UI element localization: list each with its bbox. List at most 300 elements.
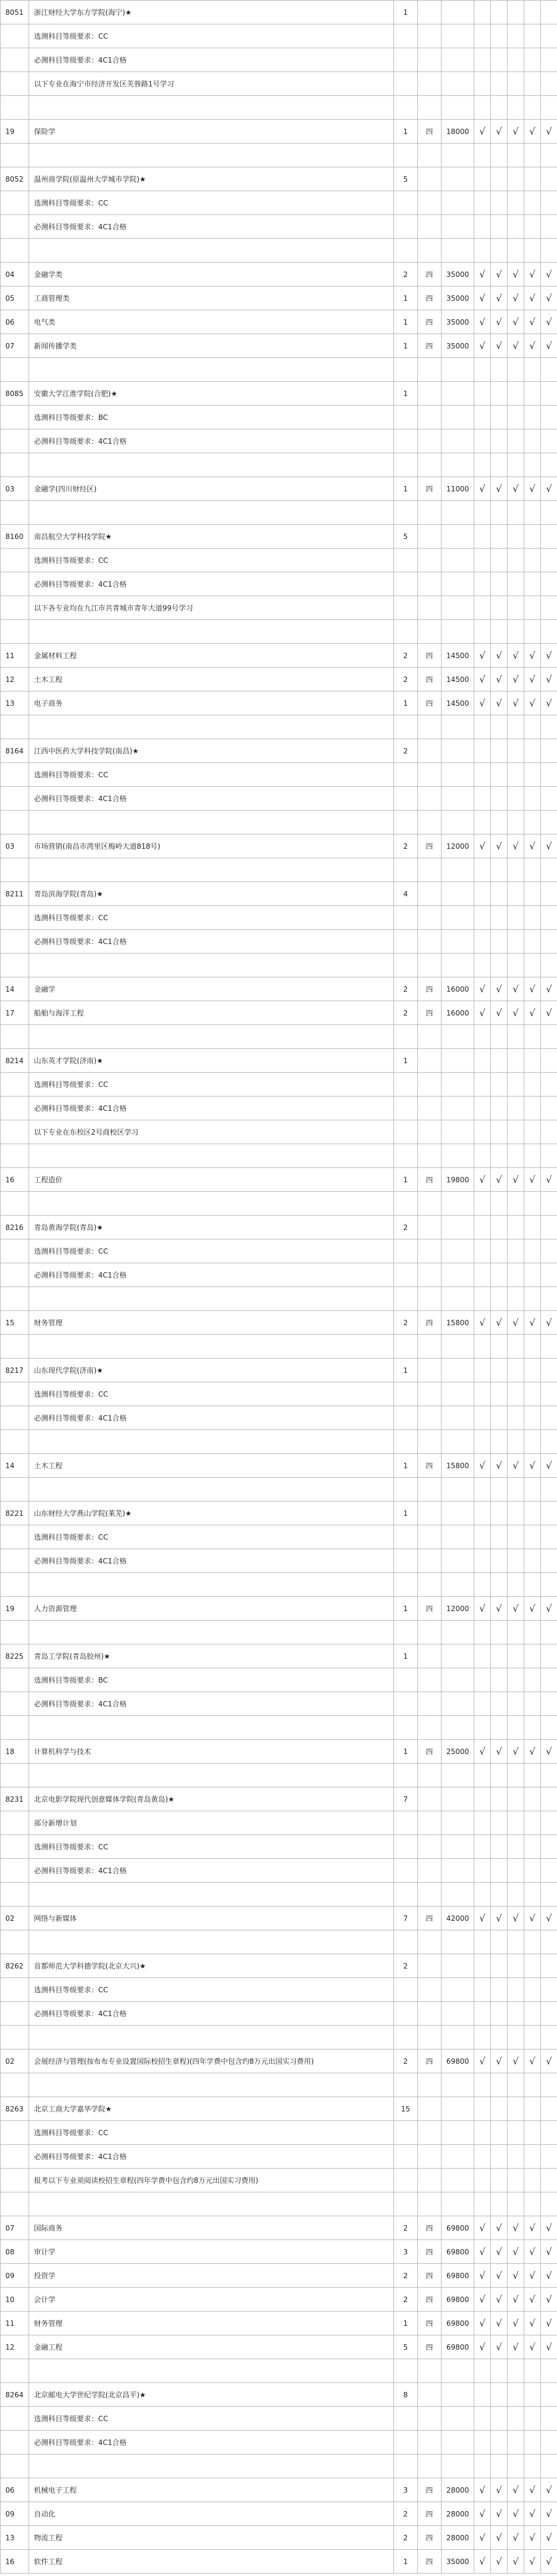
check-mark-icon: √ [479, 1316, 486, 1328]
tuition-cell [442, 406, 474, 429]
duration-cell [418, 1073, 442, 1097]
eligibility-cell [541, 48, 557, 72]
tuition-cell: 25000 [442, 1740, 474, 1764]
eligibility-cell [491, 1478, 508, 1502]
eligibility-cell [508, 1716, 524, 1740]
eligibility-cell [491, 1382, 508, 1406]
name-cell: 选测科目等级要求：BC [29, 406, 394, 429]
tuition-cell [442, 2145, 474, 2169]
eligibility-cell [474, 358, 491, 382]
name-cell: 选测科目等级要求：CC [29, 1382, 394, 1406]
duration-cell: 四 [418, 2335, 442, 2359]
table-row [1, 2478, 557, 2502]
tuition-cell [442, 1525, 474, 1549]
check-mark-icon: √ [479, 1459, 486, 1471]
check-mark-icon: √ [546, 1602, 552, 1614]
name-cell [29, 1930, 394, 1954]
eligibility-cell [474, 1835, 491, 1859]
table-row [1, 1954, 557, 1978]
eligibility-cell [524, 668, 541, 691]
eligibility-cell [508, 572, 524, 596]
duration-cell: 四 [418, 2502, 442, 2526]
check-mark-icon: √ [496, 125, 502, 137]
eligibility-cell [491, 2431, 508, 2454]
tuition-cell: 28000 [442, 2502, 474, 2526]
code-cell [1, 1668, 29, 1692]
check-mark-icon: √ [496, 2341, 502, 2353]
code-cell: 8085 [1, 382, 29, 406]
plan-count-cell [394, 1382, 418, 1406]
eligibility-cell [508, 2454, 524, 2478]
eligibility-cell [508, 1359, 524, 1382]
eligibility-cell [491, 239, 508, 263]
eligibility-cell [491, 215, 508, 239]
eligibility-cell [491, 2407, 508, 2431]
tuition-cell [442, 2097, 474, 2121]
eligibility-cell [524, 1430, 541, 1454]
tuition-cell [442, 215, 474, 239]
eligibility-cell [491, 1668, 508, 1692]
eligibility-cell [541, 406, 557, 429]
code-cell [1, 24, 29, 48]
duration-cell [418, 763, 442, 787]
code-cell: 8052 [1, 167, 29, 191]
code-cell [1, 1335, 29, 1359]
duration-cell: 四 [418, 2312, 442, 2335]
eligibility-cell [524, 1525, 541, 1549]
table-row [1, 1692, 557, 1716]
plan-count-cell [394, 1573, 418, 1597]
duration-cell [418, 2121, 442, 2145]
eligibility-cell [508, 596, 524, 620]
duration-cell: 四 [418, 1454, 442, 1478]
name-cell [29, 2073, 394, 2097]
eligibility-cell [474, 1192, 491, 1216]
tuition-cell [442, 930, 474, 954]
check-mark-icon: √ [529, 2484, 536, 2496]
plan-count-cell: 2 [394, 644, 418, 668]
code-cell [1, 715, 29, 739]
eligibility-cell [491, 1216, 508, 1239]
check-mark-icon: √ [546, 268, 552, 280]
plan-count-cell: 2 [394, 2526, 418, 2550]
table-row [1, 263, 557, 286]
check-mark-icon: √ [496, 2055, 502, 2067]
eligibility-cell [508, 2359, 524, 2383]
check-mark-icon: √ [546, 2055, 552, 2067]
eligibility-cell [474, 120, 491, 144]
tuition-cell: 18000 [442, 120, 474, 144]
table-row [1, 954, 557, 977]
table-row [1, 739, 557, 763]
table-row [1, 1549, 557, 1573]
eligibility-cell [474, 596, 491, 620]
name-cell: 新闻传播学类 [29, 334, 394, 358]
eligibility-cell [524, 406, 541, 429]
eligibility-cell [474, 2312, 491, 2335]
tuition-cell [442, 1239, 474, 1263]
code-cell: 04 [1, 263, 29, 286]
plan-count-cell: 2 [394, 1216, 418, 1239]
tuition-cell [442, 1430, 474, 1454]
eligibility-cell [541, 1001, 557, 1025]
code-cell [1, 1692, 29, 1716]
duration-cell: 四 [418, 644, 442, 668]
check-mark-icon: √ [529, 292, 536, 304]
eligibility-cell [474, 1359, 491, 1382]
table-row [1, 2502, 557, 2526]
name-cell: 会计学 [29, 2288, 394, 2312]
table-row [1, 1311, 557, 1335]
tuition-cell: 69800 [442, 2240, 474, 2264]
duration-cell: 四 [418, 1740, 442, 1764]
eligibility-cell [474, 1097, 491, 1120]
duration-cell [418, 1502, 442, 1525]
eligibility-cell [524, 429, 541, 453]
code-cell [1, 1549, 29, 1573]
table-row [1, 2359, 557, 2383]
eligibility-cell [508, 1287, 524, 1311]
plan-count-cell [394, 1120, 418, 1144]
plan-count-cell [394, 1859, 418, 1883]
eligibility-cell [541, 1144, 557, 1168]
eligibility-cell [474, 406, 491, 429]
table-row [1, 1335, 557, 1359]
eligibility-cell [474, 1430, 491, 1454]
check-mark-icon: √ [546, 339, 552, 351]
duration-cell [418, 48, 442, 72]
eligibility-cell [491, 691, 508, 715]
eligibility-cell [508, 382, 524, 406]
plan-count-cell [394, 906, 418, 930]
duration-cell [418, 1192, 442, 1216]
eligibility-cell [524, 2073, 541, 2097]
code-cell: 19 [1, 1597, 29, 1621]
check-mark-icon: √ [546, 983, 552, 995]
eligibility-cell [474, 1216, 491, 1239]
tuition-cell: 12000 [442, 1597, 474, 1621]
table-row [1, 1287, 557, 1311]
check-mark-icon: √ [479, 2269, 486, 2281]
check-mark-icon: √ [529, 697, 536, 709]
plan-count-cell [394, 1549, 418, 1573]
eligibility-cell [491, 1692, 508, 1716]
tuition-cell [442, 48, 474, 72]
plan-count-cell [394, 1073, 418, 1097]
table-row [1, 2026, 557, 2049]
plan-count-cell [394, 2431, 418, 2454]
eligibility-cell [524, 1192, 541, 1216]
check-mark-icon: √ [479, 482, 486, 494]
eligibility-cell [508, 2192, 524, 2216]
eligibility-cell [541, 739, 557, 763]
check-mark-icon: √ [479, 1007, 486, 1018]
tuition-cell [442, 715, 474, 739]
plan-count-cell [394, 620, 418, 644]
duration-cell [418, 787, 442, 811]
check-mark-icon: √ [546, 2222, 552, 2234]
eligibility-cell [491, 1192, 508, 1216]
eligibility-cell [491, 1835, 508, 1859]
tuition-cell [442, 1359, 474, 1382]
eligibility-cell [524, 1811, 541, 1835]
duration-cell [418, 2145, 442, 2169]
eligibility-cell [524, 620, 541, 644]
name-cell: 必测科目等级要求：4C1合格 [29, 429, 394, 453]
tuition-cell [442, 167, 474, 191]
eligibility-cell [491, 1597, 508, 1621]
eligibility-cell [474, 644, 491, 668]
eligibility-cell [524, 2502, 541, 2526]
check-mark-icon: √ [529, 2508, 536, 2519]
eligibility-cell [541, 24, 557, 48]
eligibility-cell [491, 310, 508, 334]
eligibility-cell [541, 1573, 557, 1597]
tuition-cell [442, 2383, 474, 2407]
eligibility-cell [524, 263, 541, 286]
eligibility-cell [508, 525, 524, 549]
eligibility-cell [491, 2359, 508, 2383]
code-cell [1, 1764, 29, 1787]
eligibility-cell [491, 763, 508, 787]
table-row [1, 1001, 557, 1025]
eligibility-cell [508, 1740, 524, 1764]
duration-cell [418, 1097, 442, 1120]
tuition-cell [442, 525, 474, 549]
tuition-cell: 11000 [442, 477, 474, 501]
code-cell [1, 2026, 29, 2049]
name-cell: 山东现代学院(济南)★ [29, 1359, 394, 1382]
code-cell [1, 1144, 29, 1168]
name-cell: 国际商务 [29, 2216, 394, 2240]
duration-cell [418, 954, 442, 977]
check-mark-icon: √ [512, 2555, 519, 2567]
eligibility-cell [541, 1454, 557, 1478]
eligibility-cell [524, 1454, 541, 1478]
eligibility-cell [524, 787, 541, 811]
duration-cell: 四 [418, 1311, 442, 1335]
tuition-cell [442, 1406, 474, 1430]
duration-cell [418, 2454, 442, 2478]
plan-count-cell: 1 [394, 477, 418, 501]
eligibility-cell [541, 1621, 557, 1644]
duration-cell [418, 1549, 442, 1573]
check-mark-icon: √ [479, 316, 486, 328]
duration-cell: 四 [418, 334, 442, 358]
check-mark-icon: √ [546, 649, 552, 661]
table-row [1, 2169, 557, 2192]
check-mark-icon: √ [546, 1459, 552, 1471]
eligibility-cell [541, 549, 557, 572]
code-cell [1, 763, 29, 787]
eligibility-cell [474, 2383, 491, 2407]
check-mark-icon: √ [479, 1745, 486, 1757]
check-mark-icon: √ [479, 673, 486, 685]
eligibility-cell [524, 310, 541, 334]
eligibility-cell [524, 2359, 541, 2383]
eligibility-cell [541, 882, 557, 906]
table-row [1, 1359, 557, 1382]
check-mark-icon: √ [512, 983, 519, 995]
eligibility-cell [474, 1930, 491, 1954]
eligibility-cell [524, 2431, 541, 2454]
code-cell [1, 2169, 29, 2192]
eligibility-cell [508, 1502, 524, 1525]
table-row [1, 596, 557, 620]
table-row [1, 1454, 557, 1478]
eligibility-cell [541, 2526, 557, 2550]
eligibility-cell [508, 1954, 524, 1978]
tuition-cell [442, 382, 474, 406]
eligibility-cell [541, 1835, 557, 1859]
eligibility-cell [524, 2002, 541, 2026]
eligibility-cell [491, 1049, 508, 1073]
eligibility-cell [491, 1287, 508, 1311]
tuition-cell [442, 72, 474, 96]
eligibility-cell [541, 644, 557, 668]
eligibility-cell [524, 1954, 541, 1978]
check-mark-icon: √ [496, 2222, 502, 2234]
eligibility-cell [524, 2335, 541, 2359]
eligibility-cell [524, 1073, 541, 1097]
eligibility-cell [541, 1192, 557, 1216]
plan-count-cell [394, 191, 418, 215]
plan-count-cell [394, 144, 418, 167]
tuition-cell [442, 1883, 474, 1907]
eligibility-cell [508, 691, 524, 715]
duration-cell: 四 [418, 477, 442, 501]
plan-count-cell [394, 930, 418, 954]
eligibility-cell [524, 1, 541, 24]
plan-count-cell [394, 1097, 418, 1120]
tuition-cell [442, 739, 474, 763]
eligibility-cell [491, 644, 508, 668]
tuition-cell [442, 1668, 474, 1692]
name-cell: 必测科目等级要求：4C1合格 [29, 1692, 394, 1716]
eligibility-cell [524, 1478, 541, 1502]
eligibility-cell [474, 1168, 491, 1192]
eligibility-cell [541, 2145, 557, 2169]
eligibility-cell [541, 1335, 557, 1359]
code-cell: 02 [1, 1907, 29, 1930]
eligibility-cell [541, 144, 557, 167]
eligibility-cell [508, 1311, 524, 1335]
eligibility-cell [541, 1954, 557, 1978]
tuition-cell: 16000 [442, 1001, 474, 1025]
eligibility-cell [508, 1692, 524, 1716]
check-mark-icon: √ [512, 2269, 519, 2281]
eligibility-cell [541, 763, 557, 787]
plan-count-cell [394, 1263, 418, 1287]
code-cell: 06 [1, 2478, 29, 2502]
code-cell [1, 406, 29, 429]
duration-cell [418, 1692, 442, 1716]
code-cell: 15 [1, 1311, 29, 1335]
tuition-cell [442, 1097, 474, 1120]
eligibility-cell [524, 2049, 541, 2073]
tuition-cell [442, 429, 474, 453]
duration-cell [418, 1644, 442, 1668]
plan-count-cell: 5 [394, 525, 418, 549]
check-mark-icon: √ [479, 2222, 486, 2234]
duration-cell [418, 167, 442, 191]
table-row [1, 144, 557, 167]
eligibility-cell [491, 1573, 508, 1597]
duration-cell: 四 [418, 668, 442, 691]
plan-count-cell [394, 429, 418, 453]
eligibility-cell [541, 2216, 557, 2240]
duration-cell [418, 2431, 442, 2454]
eligibility-cell [524, 72, 541, 96]
duration-cell [418, 2359, 442, 2383]
plan-count-cell: 1 [394, 334, 418, 358]
eligibility-cell [474, 1144, 491, 1168]
eligibility-cell [474, 2478, 491, 2502]
eligibility-cell [524, 954, 541, 977]
check-mark-icon: √ [529, 1602, 536, 1614]
code-cell: 03 [1, 834, 29, 858]
tuition-cell [442, 1049, 474, 1073]
duration-cell [418, 1716, 442, 1740]
eligibility-cell [541, 1382, 557, 1406]
check-mark-icon: √ [512, 2293, 519, 2305]
eligibility-cell [541, 2478, 557, 2502]
check-mark-icon: √ [529, 2269, 536, 2281]
check-mark-icon: √ [529, 2222, 536, 2234]
duration-cell [418, 2097, 442, 2121]
check-mark-icon: √ [529, 125, 536, 137]
code-cell: 8263 [1, 2097, 29, 2121]
eligibility-cell [491, 2049, 508, 2073]
eligibility-cell [524, 1573, 541, 1597]
eligibility-cell [474, 2240, 491, 2264]
name-cell [29, 2026, 394, 2049]
eligibility-cell [524, 596, 541, 620]
plan-count-cell [394, 858, 418, 882]
eligibility-cell [491, 1, 508, 24]
eligibility-cell [474, 2431, 491, 2454]
name-cell: 选测科目等级要求：CC [29, 1978, 394, 2002]
table-row [1, 2312, 557, 2335]
eligibility-cell [474, 620, 491, 644]
eligibility-cell [508, 1811, 524, 1835]
code-cell [1, 1835, 29, 1859]
plan-count-cell [394, 1930, 418, 1954]
eligibility-cell [541, 834, 557, 858]
code-cell: 14 [1, 1454, 29, 1478]
eligibility-cell [508, 1883, 524, 1907]
plan-count-cell [394, 1239, 418, 1263]
duration-cell [418, 2073, 442, 2097]
eligibility-cell [508, 1382, 524, 1406]
eligibility-cell [474, 1573, 491, 1597]
duration-cell [418, 96, 442, 120]
check-mark-icon: √ [496, 1459, 502, 1471]
code-cell: 16 [1, 1168, 29, 1192]
eligibility-cell [474, 2550, 491, 2574]
table-row [1, 1930, 557, 1954]
eligibility-cell [508, 2002, 524, 2026]
eligibility-cell [524, 2383, 541, 2407]
duration-cell [418, 2192, 442, 2216]
name-cell [29, 1883, 394, 1907]
tuition-cell [442, 1954, 474, 1978]
duration-cell [418, 2002, 442, 2026]
tuition-cell [442, 1764, 474, 1787]
plan-count-cell: 7 [394, 1907, 418, 1930]
duration-cell [418, 406, 442, 429]
eligibility-cell [474, 24, 491, 48]
